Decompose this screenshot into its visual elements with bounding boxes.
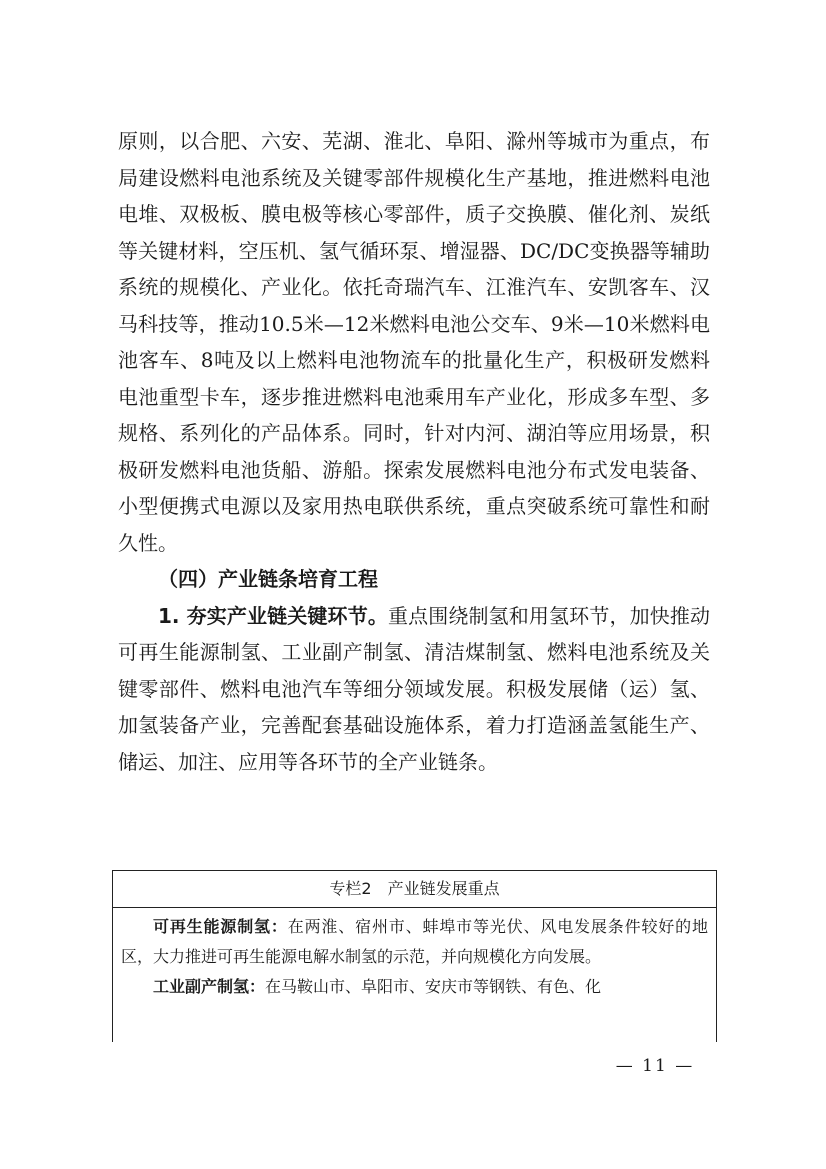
box-title: 专栏2 产业链发展重点: [113, 871, 716, 908]
paragraph-item-1: [118, 598, 710, 781]
page-number: — 11 —: [615, 1056, 695, 1076]
column-box: [112, 870, 717, 1042]
item-1-lead: 1. 夯实产业链关键环节。: [158, 603, 388, 628]
box-entry: [121, 972, 708, 1002]
item-1-text: 重点围绕制氢和用氢环节，加快推动可再生能源制氢、工业副产制氢、清洁煤制氢、燃料电池系统及关键零部件、燃料电池汽车等细分领域发展。积极发展储（运）氢、加氢装备产业，完善配套基础设施体系，着力打造涵盖氢能生产、储运、加注、应用等各环节的全产业链条。: [118, 603, 710, 774]
box-body: [113, 908, 716, 1002]
box-entry-lead: 可再生能源制氢：: [153, 917, 288, 936]
box-entry: [121, 912, 708, 972]
section-heading: （四）产业链条培育工程: [158, 567, 378, 591]
box-entry-text: 在两淮、宿州市、蚌埠市等光伏、风电发展条件较好的地区，大力推进可再生能源电解水制氢的示范，并向规模化方向发展。: [121, 917, 708, 966]
paragraph-continued: 原则，以合肥、六安、芜湖、淮北、阜阳、滁州等城市为重点，布局建设燃料电池系统及关键零部件规模化生产基地，推进燃料电池电堆、双极板、膜电极等核心零部件，质子交换膜、催化剂、炭纸等关键材料，空压机、氢气循环泵、增湿器、DC/DC变换器等辅助系统的规模化、产业化。依托奇瑞汽车、江淮汽车、安凯客车、汉马科技等，推动10.5米—12米燃料电池公交车、9米—10米燃料电池客车、8吨及以上燃料电池物流车的批量化生产，积极研发燃料电池重型卡车，逐步推进燃料电池乘用车产业化，形成多车型、多规格、系列化的产品体系。同时，针对内河、湖泊等应用场景，积极研发燃料电池货船、游船。探索发展燃料电池分布式发电装备、小型便携式电源以及家用热电联供系统，重点突破系统可靠性和耐久性。: [118, 129, 710, 555]
box-entry-text: 在马鞍山市、阜阳市、安庆市等钢铁、有色、化: [265, 977, 602, 996]
body-text: [118, 123, 710, 780]
box-entry-lead: 工业副产制氢：: [153, 977, 266, 996]
